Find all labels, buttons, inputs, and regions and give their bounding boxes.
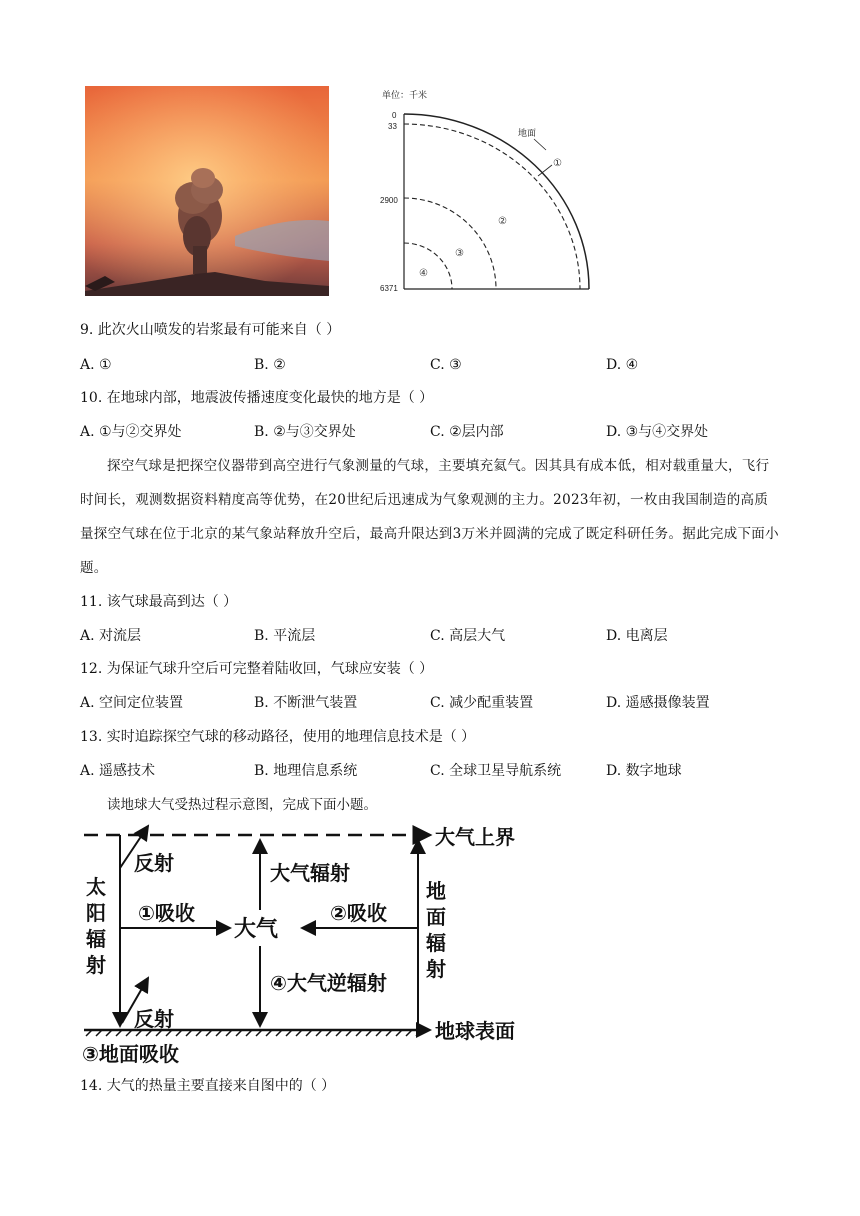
- layer-3: ③: [455, 248, 464, 259]
- q11-option-b[interactable]: B. 平流层: [254, 628, 316, 644]
- q13-option-a[interactable]: A. 遥感技术: [80, 763, 156, 779]
- q13-stem: 13. 实时追踪探空气球的移动路径，使用的地理信息技术是（ ）: [80, 729, 476, 745]
- atmos-radiation-label: 大气辐射: [270, 861, 350, 885]
- q9-option-d[interactable]: D. ④: [606, 357, 639, 373]
- volcano-eruption-photo: [85, 86, 329, 296]
- q10-option-d[interactable]: D. ③与④交界处: [606, 424, 709, 440]
- q13-option-d[interactable]: D. 数字地球: [606, 763, 682, 779]
- figure2-intro: 读地球大气受热过程示意图，完成下面小题。: [107, 797, 377, 813]
- q14-stem: 14. 大气的热量主要直接来自图中的（ ）: [80, 1078, 336, 1094]
- ground-absorb-label: ③地面吸收: [82, 1042, 179, 1066]
- q12-option-c[interactable]: C. 减少配重装置: [430, 695, 534, 711]
- q9-option-a[interactable]: A. ①: [80, 357, 112, 373]
- q12-option-b[interactable]: B. 不断泄气装置: [254, 695, 358, 711]
- atmosphere-label: 大气: [234, 917, 279, 942]
- ground-radiation-label: 地面辐射: [426, 879, 446, 981]
- reflect-top-label: 反射: [134, 851, 174, 875]
- q10-option-a[interactable]: A. ①与②交界处: [80, 424, 182, 440]
- q11-stem: 11. 该气球最高到达（ ）: [80, 594, 238, 610]
- q10-option-b[interactable]: B. ②与③交界处: [254, 424, 356, 440]
- q11-option-a[interactable]: A. 对流层: [80, 628, 142, 644]
- tick-2900: 2900: [380, 196, 398, 205]
- tick-0: 0: [392, 111, 397, 120]
- atmosphere-heating-diagram: [80, 818, 540, 1068]
- layer-4: ④: [419, 268, 428, 279]
- q12-option-d[interactable]: D. 遥感摄像装置: [606, 695, 710, 711]
- q9-option-c[interactable]: C. ③: [430, 357, 462, 373]
- q13-option-b[interactable]: B. 地理信息系统: [254, 763, 358, 779]
- q10-stem: 10. 在地球内部，地震波传播速度变化最快的地方是（ ）: [80, 390, 434, 406]
- tick-33: 33: [388, 122, 397, 131]
- solar-radiation-label: 太阳辐射: [86, 875, 106, 977]
- earth-interior-figure: [370, 86, 600, 296]
- q9-option-b[interactable]: B. ②: [254, 357, 286, 373]
- absorb2-label: ②吸收: [330, 901, 387, 925]
- q12-option-a[interactable]: A. 空间定位装置: [80, 695, 184, 711]
- q11-option-c[interactable]: C. 高层大气: [430, 628, 506, 644]
- tick-6371: 6371: [380, 284, 398, 293]
- layer-1: ①: [553, 158, 562, 169]
- q11-option-d[interactable]: D. 电离层: [606, 628, 668, 644]
- q9-stem: 9. 此次火山喷发的岩浆最有可能来自（ ）: [80, 322, 341, 338]
- layer-2: ②: [498, 216, 507, 227]
- counter-radiation-label: ④大气逆辐射: [270, 971, 387, 995]
- surface-label: 地面: [518, 128, 537, 138]
- unit-label: 单位：千米: [382, 90, 428, 100]
- absorb1-label: ①吸收: [138, 901, 195, 925]
- reflect-bottom-label: 反射: [134, 1007, 174, 1031]
- top-boundary-label: 大气上界: [435, 825, 515, 849]
- bottom-boundary-label: 地球表面: [435, 1019, 515, 1043]
- q12-stem: 12. 为保证气球升空后可完整着陆收回，气球应安装（ ）: [80, 661, 434, 677]
- q10-option-c[interactable]: C. ②层内部: [430, 424, 504, 440]
- q13-option-c[interactable]: C. 全球卫星导航系统: [430, 763, 562, 779]
- balloon-passage: 探空气球是把探空仪器带到高空进行气象测量的气球，主要填充氦气。因其具有成本低，相对载重量大，飞行时间长，观测数据资料精度高等优势，在20世纪后迅速成为气象观测的主力。2023年初，一枚由我国制造的高质量探空气球在位于北京的某气象站释放升空后，最高升限达到3万米并圆满的完成了既定科研任务。据此完成下面小题。: [80, 458, 779, 576]
